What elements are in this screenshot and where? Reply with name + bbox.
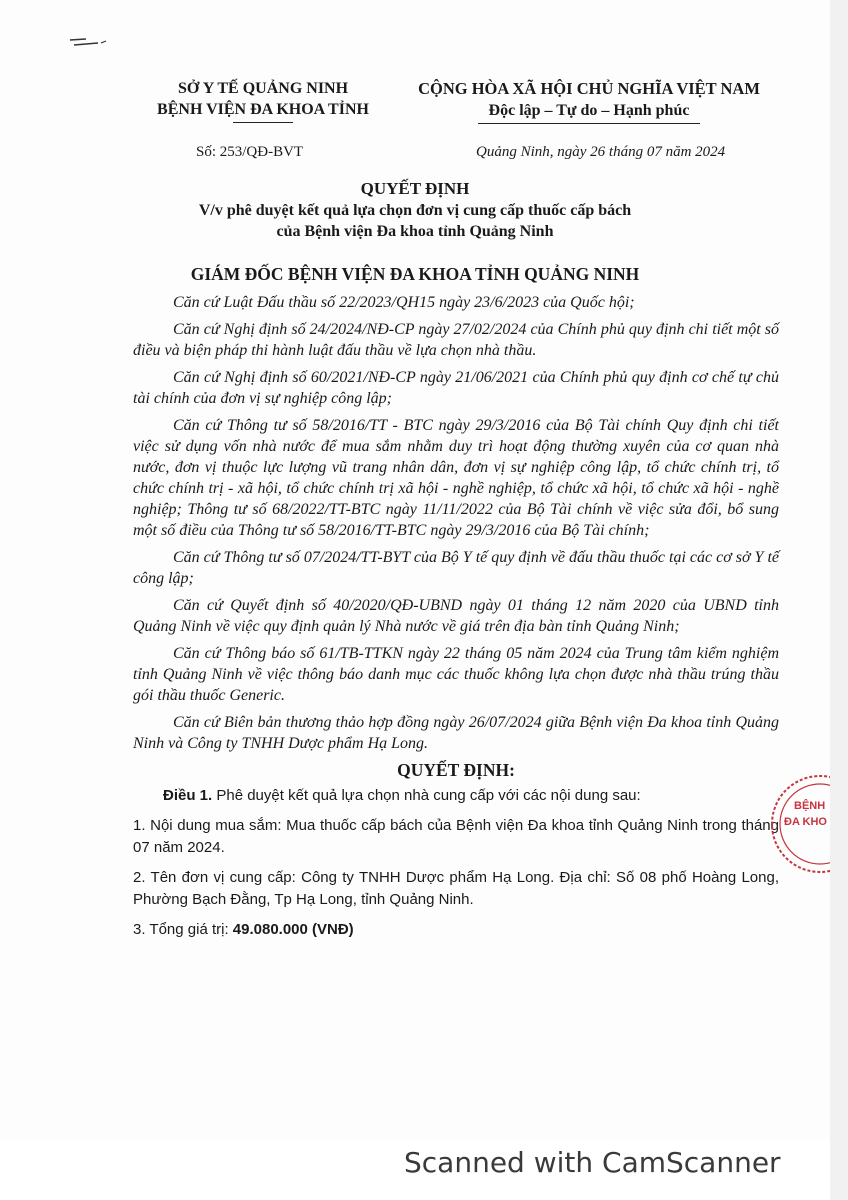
legal-basis-4: Căn cứ Thông tư số 58/2016/TT - BTC ngày 29/3/2016 của Bộ Tài chính Quy định chi tiết việc sử dụng vốn nhà nước để mua sắm nhằm duy trì hoạt động thường xuyên của cơ quan nhà nước, đơn vị thuộc lực lượng vũ trang nhân dân, đơn vị sự nghiệp công lập, tổ chức chính trị, tổ chức chính trị - xã hội, tổ chức chính trị xã hội - nghề nghiệp, tổ chức xã hội, tổ chức xã hội - nghề nghiệp; Thông tư số 68/2022/TT-BTC ngày 11/11/2022 của Bộ Tài chính về việc sửa đổi, bổ sung một số điều của Thông tư số 58/2016/TT-BTC ngày 29/3/2016 của Bộ Tài chính; [133,417,779,539]
article-1-label: Điều 1. [163,787,213,804]
issuer-underline [233,122,293,123]
document-title-block [0,178,830,242]
issuing-authority: GIÁM ĐỐC BỆNH VIỆN ĐA KHOA TỈNH QUẢNG NINH [190,264,640,284]
legal-basis-2: Căn cứ Nghị định số 24/2024/NĐ-CP ngày 27/02/2024 của Chính phủ quy định chi tiết một số điều và biện pháp thi hành luật đấu thầu về lựa chọn nhà thầu. [133,321,779,359]
legal-basis-3: Căn cứ Nghị định số 60/2021/NĐ-CP ngày 21/06/2021 của Chính phủ quy định cơ chế tự chủ tài chính của đơn vị sự nghiệp công lập; [133,369,779,407]
article-item-2: 2. Tên đơn vị cung cấp: Công ty TNHH Dược phẩm Hạ Long. Địa chỉ: Số 08 phố Hoàng Long, Phường Bạch Đằng, Tp Hạ Long, tỉnh Quảng Ninh. [133,869,779,908]
decision-heading: QUYẾT ĐỊNH: [397,760,515,780]
issuer-block [128,78,398,123]
legal-basis-8: Căn cứ Biên bản thương thảo hợp đồng ngày 26/07/2024 giữa Bệnh viện Đa khoa tỉnh Quảng Ninh và Công ty TNHH Dược phẩm Hạ Long. [133,714,779,752]
article-1 [133,785,779,807]
document-subject-line-1: V/v phê duyệt kết quả lựa chọn đơn vị cung cấp thuốc cấp bách [198,202,632,219]
document-title: QUYẾT ĐỊNH [360,179,470,198]
total-label: 3. Tổng giá trị: [133,921,233,938]
document-number: Số: 253/QĐ-BVT [196,144,304,160]
document-body [133,292,779,949]
issuer-hospital: BỆNH VIỆN ĐA KHOA TỈNH [157,101,369,118]
legal-basis-1: Căn cứ Luật Đấu thầu số 22/2023/QH15 ngày 23/6/2023 của Quốc hội; [173,294,635,311]
legal-basis-6: Căn cứ Quyết định số 40/2020/QĐ-UBND ngày 01 tháng 12 năm 2020 của UBND tỉnh Quảng Ninh về việc quy định quản lý Nhà nước về giá trên địa bàn tỉnh Quảng Ninh; [133,597,779,635]
total-value: 49.080.000 (VNĐ) [232,921,354,938]
document-date: Quảng Ninh, ngày 26 tháng 07 năm 2024 [476,144,726,160]
article-item-1: 1. Nội dung mua sắm: Mua thuốc cấp bách của Bệnh viện Đa khoa tỉnh Quảng Ninh trong tháng 07 năm 2024. [133,817,779,856]
national-motto-block [400,78,778,124]
scanner-watermark: Scanned with CamScanner [404,1146,781,1179]
document-subject-line-2: của Bệnh viện Đa khoa tỉnh Quảng Ninh [276,223,554,240]
legal-basis-7: Căn cứ Thông báo số 61/TB-TTKN ngày 22 tháng 05 năm 2024 của Trung tâm kiểm nghiệm tỉnh Quảng Ninh về việc thông báo danh mục các thuốc không lựa chọn được nhà thầu trúng thầu gói thầu thuốc Generic. [133,645,779,704]
motto-underline [478,123,700,124]
legal-basis-5: Căn cứ Thông tư số 07/2024/TT-BYT của Bộ Y tế quy định về đấu thầu thuốc tại các cơ sở Y tế công lập; [133,549,779,587]
stamp-text-2: ĐA KHO [784,816,827,828]
scan-edge [830,0,848,1200]
national-motto: Độc lập – Tự do – Hạnh phúc [488,102,690,119]
stamp-text-1: BỆNH [794,800,826,812]
national-name: CỘNG HÒA XÃ HỘI CHỦ NGHĨA VIỆT NAM [418,79,760,98]
pen-mark [68,34,108,50]
article-item-3 [133,919,779,941]
issuer-department: SỞ Y TẾ QUẢNG NINH [177,80,349,97]
article-1-text: Phê duyệt kết quả lựa chọn nhà cung cấp với các nội dung sau: [212,787,641,804]
